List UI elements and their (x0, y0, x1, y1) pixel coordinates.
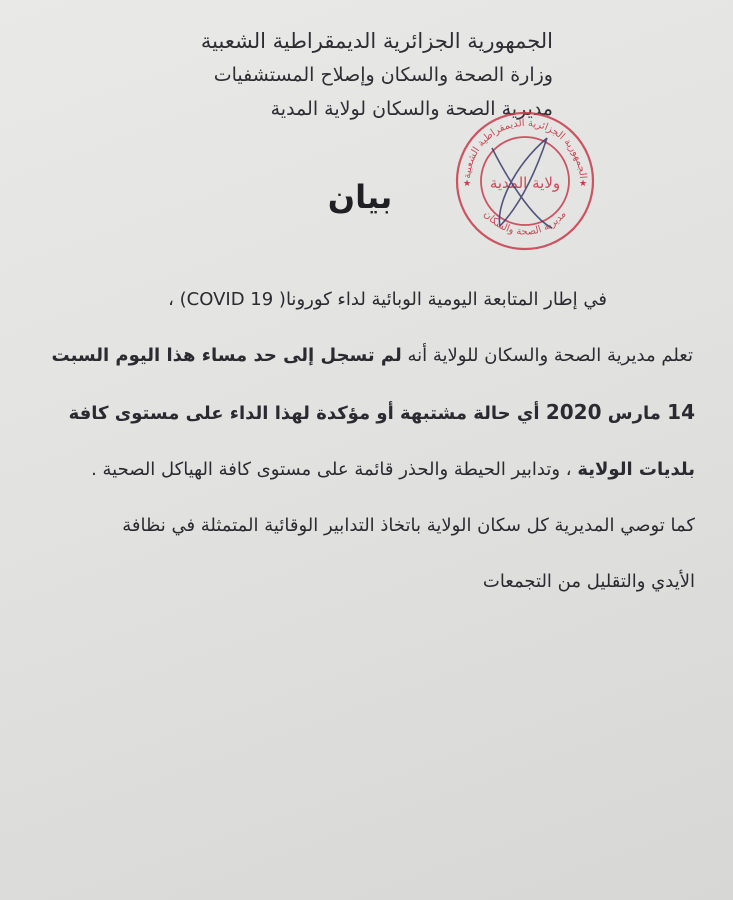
announcement-body (45, 272, 695, 610)
stamp-bottom-text: مديرية الصحة والسكان (481, 208, 569, 238)
letterhead-ministry: وزارة الصحة والسكان وإصلاح المستشفيات (213, 64, 553, 86)
stamp-star-right: ★ (579, 179, 588, 189)
official-stamp-seal (452, 108, 598, 254)
letterhead-republic: الجمهورية الجزائرية الديمقراطية الشعبية (200, 29, 553, 53)
line-4-bold: بلديات الولاية (577, 459, 695, 480)
line-3-bold: أي حالة مشتبهة أو مؤكدة لهذا الداء على مستوى كافة (68, 403, 546, 424)
document-title: بيان (327, 178, 393, 216)
paragraph-line-3 (45, 384, 695, 442)
stamp-center-text: ولاية المدية (489, 174, 561, 192)
letterhead-directorate: مديرية الصحة والسكان لولاية المدية (270, 98, 553, 120)
paragraph-recommendation: كما توصي المديرية كل سكان الولاية باتخاذ التدابير الوقائية المتمثلة في نظافة (122, 515, 695, 536)
svg-text:الجمهورية الجزائرية الديمقراطي (462, 118, 588, 179)
date-day: 14 (667, 400, 695, 424)
stamp-outer-text: الجمهورية الجزائرية الديمقراطية الشعبية (462, 117, 588, 180)
paragraph-intro: في إطار المتابعة اليومية الوبائية لداء كورونا( COVID 19) ، (168, 289, 607, 310)
paragraph-recommendation-end: الأيدي والتقليل من التجمعات (482, 571, 695, 592)
date-year: 2020 (545, 400, 602, 424)
line-4-regular: ، وتدابير الحيطة والحذر قائمة على مستوى كافة الهياكل الصحية . (91, 459, 578, 480)
paragraph-line-2 (45, 328, 693, 384)
paragraph-line-4 (45, 442, 695, 498)
line-2-regular: تعلم مديرية الصحة والسكان للولاية أنه (401, 345, 693, 366)
stamp-star-left: ★ (463, 179, 472, 189)
date-month: مارس (601, 403, 668, 424)
line-2-bold: لم تسجل إلى حد مساء هذا اليوم السبت (51, 345, 402, 366)
